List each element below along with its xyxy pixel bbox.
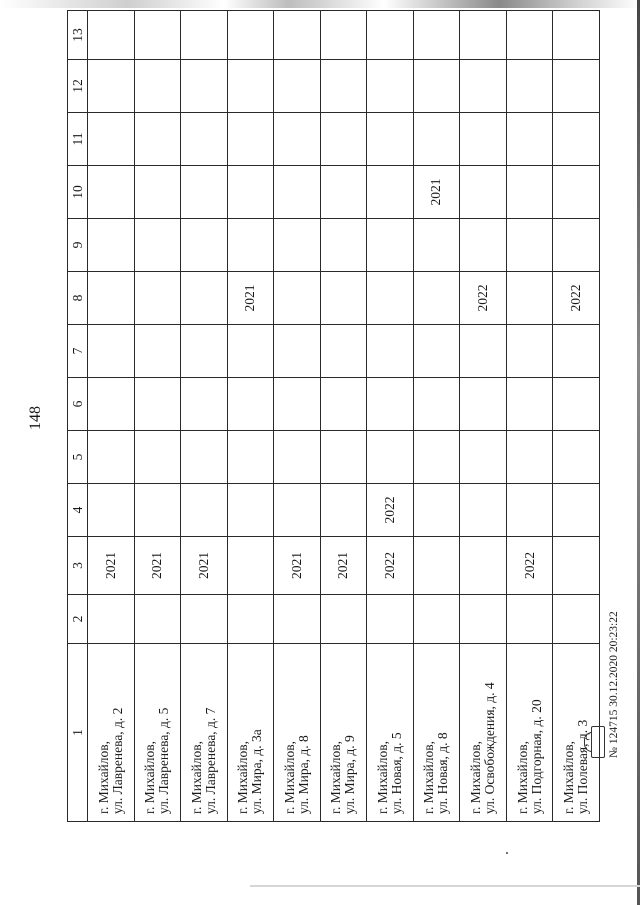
address-city: г. Михайлов, — [561, 740, 577, 814]
year-cell: 2021 — [413, 166, 460, 219]
address-street: ул. Мира, д. 9 — [342, 735, 358, 814]
year-cell — [134, 431, 181, 484]
year-cell — [274, 219, 321, 272]
year-cell — [460, 166, 507, 219]
page-number: 148 — [27, 406, 44, 430]
year-cell — [88, 595, 135, 644]
table-row — [88, 11, 135, 822]
year-cell — [367, 113, 414, 166]
address-cell — [88, 644, 135, 822]
address-city: г. Михайлов, — [468, 740, 484, 814]
column-header: 9 — [68, 219, 88, 272]
year-cell — [460, 537, 507, 595]
year-cell — [413, 11, 460, 60]
year-cell — [506, 325, 553, 378]
year-cell — [227, 325, 274, 378]
table-row — [181, 11, 228, 822]
address-city: г. Михайлов, — [142, 740, 158, 814]
address-cell — [181, 644, 228, 822]
year-cell — [553, 378, 600, 431]
column-header: 7 — [68, 325, 88, 378]
year-cell — [553, 219, 600, 272]
year-cell — [460, 11, 507, 60]
year-cell — [320, 60, 367, 113]
column-header: 2 — [68, 595, 88, 644]
year-cell — [227, 537, 274, 595]
year-cell — [274, 272, 321, 325]
year-cell — [320, 219, 367, 272]
year-cell: 2021 — [181, 537, 228, 595]
table-row — [553, 11, 600, 822]
address-street: ул. Новая, д. 5 — [388, 732, 404, 814]
column-header: 10 — [68, 166, 88, 219]
column-header: 1 — [68, 644, 88, 822]
year-cell — [413, 431, 460, 484]
address-street: ул. Мира, д. 3а — [249, 729, 265, 814]
address-city: г. Михайлов, — [281, 740, 297, 814]
year-cell — [506, 11, 553, 60]
year-cell — [506, 60, 553, 113]
year-cell — [227, 431, 274, 484]
address-street: ул. Подгорная, д. 20 — [528, 699, 544, 814]
column-header: 4 — [68, 484, 88, 537]
year-cell — [460, 484, 507, 537]
table-row — [413, 11, 460, 822]
year-cell — [320, 431, 367, 484]
year-cell — [506, 166, 553, 219]
year-cell — [553, 113, 600, 166]
year-cell — [88, 431, 135, 484]
year-cell — [413, 537, 460, 595]
year-cell: 2022 — [553, 272, 600, 325]
address-city: г. Михайлов, — [95, 740, 111, 814]
year-cell — [367, 60, 414, 113]
address-city: г. Михайлов, — [328, 740, 344, 814]
year-cell — [274, 113, 321, 166]
year-cell — [134, 60, 181, 113]
year-cell — [553, 484, 600, 537]
year-cell: 2022 — [460, 272, 507, 325]
year-cell — [413, 595, 460, 644]
year-cell — [181, 219, 228, 272]
year-cell — [553, 11, 600, 60]
year-cell — [413, 325, 460, 378]
year-cell — [460, 60, 507, 113]
year-cell — [274, 484, 321, 537]
year-cell — [274, 595, 321, 644]
address-cell — [320, 644, 367, 822]
year-cell — [367, 378, 414, 431]
year-cell — [274, 431, 321, 484]
year-cell — [88, 378, 135, 431]
year-cell: 2021 — [274, 537, 321, 595]
year-cell — [413, 272, 460, 325]
year-cell — [134, 166, 181, 219]
year-cell — [506, 378, 553, 431]
year-cell — [227, 113, 274, 166]
year-cell — [227, 219, 274, 272]
year-cell — [413, 60, 460, 113]
address-city: г. Михайлов, — [374, 740, 390, 814]
year-cell — [460, 113, 507, 166]
year-cell — [134, 378, 181, 431]
year-cell — [413, 219, 460, 272]
year-cell — [88, 166, 135, 219]
year-cell — [506, 595, 553, 644]
scan-edge-top — [0, 0, 640, 8]
year-cell — [134, 595, 181, 644]
year-cell — [227, 60, 274, 113]
year-cell — [274, 60, 321, 113]
year-cell — [274, 166, 321, 219]
column-header: 5 — [68, 431, 88, 484]
table-row — [274, 11, 321, 822]
address-street: ул. Лавренева, д. 2 — [109, 707, 125, 814]
column-header: 11 — [68, 113, 88, 166]
address-street: ул. Полевая, д. 3 — [575, 719, 591, 814]
year-cell — [88, 272, 135, 325]
year-cell: 2022 — [506, 537, 553, 595]
year-cell — [181, 272, 228, 325]
address-cell — [134, 644, 181, 822]
year-cell — [320, 595, 367, 644]
year-cell — [88, 11, 135, 60]
year-cell — [274, 378, 321, 431]
address-cell — [460, 644, 507, 822]
header-row — [68, 11, 88, 822]
signature-line: № 124715 30.12.2020 20:23:22 — [608, 611, 620, 758]
address-street: ул. Мира, д. 8 — [295, 735, 311, 814]
table-row — [134, 11, 181, 822]
year-cell — [506, 219, 553, 272]
year-cell — [134, 11, 181, 60]
year-cell — [553, 431, 600, 484]
year-cell — [506, 272, 553, 325]
year-cell — [181, 166, 228, 219]
year-cell: 2022 — [367, 537, 414, 595]
year-cell — [227, 11, 274, 60]
table-row — [506, 11, 553, 822]
year-cell — [88, 484, 135, 537]
year-cell — [134, 272, 181, 325]
year-cell — [320, 272, 367, 325]
year-cell — [320, 113, 367, 166]
year-cell — [320, 11, 367, 60]
year-cell — [367, 11, 414, 60]
year-cell — [181, 60, 228, 113]
table-row — [320, 11, 367, 822]
year-cell — [506, 431, 553, 484]
year-cell — [553, 166, 600, 219]
year-cell — [506, 113, 553, 166]
year-cell — [413, 484, 460, 537]
address-cell — [506, 644, 553, 822]
year-cell — [460, 595, 507, 644]
year-cell — [367, 272, 414, 325]
address-street: ул. Лавренева, д. 7 — [202, 707, 218, 814]
column-header: 13 — [68, 11, 88, 60]
column-header: 6 — [68, 378, 88, 431]
scan-edge-bottom — [250, 885, 640, 887]
year-cell — [367, 595, 414, 644]
address-cell — [227, 644, 274, 822]
year-cell — [134, 219, 181, 272]
column-header: 8 — [68, 272, 88, 325]
year-cell — [88, 113, 135, 166]
year-cell — [181, 431, 228, 484]
year-cell: 2021 — [88, 537, 135, 595]
table-body — [88, 11, 600, 822]
address-city: г. Михайлов, — [514, 740, 530, 814]
year-cell — [181, 484, 228, 537]
year-cell — [181, 595, 228, 644]
year-cell — [460, 378, 507, 431]
year-cell — [367, 431, 414, 484]
year-cell — [553, 325, 600, 378]
year-cell — [181, 325, 228, 378]
column-header: 12 — [68, 60, 88, 113]
address-street: ул. Новая, д. 8 — [435, 732, 451, 814]
year-cell — [181, 11, 228, 60]
table-row — [367, 11, 414, 822]
address-city: г. Михайлов, — [188, 740, 204, 814]
year-cell — [181, 113, 228, 166]
year-cell: 2021 — [320, 537, 367, 595]
year-cell — [367, 166, 414, 219]
year-cell — [320, 166, 367, 219]
year-cell — [274, 11, 321, 60]
address-street: ул. Лавренева, д. 5 — [156, 707, 172, 814]
year-cell — [274, 325, 321, 378]
year-cell — [460, 431, 507, 484]
schedule-table — [67, 10, 600, 822]
e-signature-stamp — [591, 726, 605, 758]
year-cell — [227, 595, 274, 644]
year-cell — [88, 219, 135, 272]
year-cell — [134, 113, 181, 166]
address-city: г. Михайлов, — [235, 740, 251, 814]
year-cell — [227, 484, 274, 537]
year-cell — [181, 378, 228, 431]
address-cell — [367, 644, 414, 822]
year-cell — [88, 60, 135, 113]
year-cell — [227, 166, 274, 219]
address-cell — [413, 644, 460, 822]
year-cell: 2021 — [134, 537, 181, 595]
year-cell — [367, 325, 414, 378]
year-cell — [413, 113, 460, 166]
year-cell — [367, 219, 414, 272]
year-cell — [320, 484, 367, 537]
year-cell — [227, 378, 274, 431]
address-street: ул. Освобождения, д. 4 — [482, 682, 498, 814]
year-cell — [320, 325, 367, 378]
year-cell — [88, 325, 135, 378]
column-header: 3 — [68, 537, 88, 595]
year-cell — [553, 60, 600, 113]
address-cell — [274, 644, 321, 822]
address-city: г. Михайлов, — [421, 740, 437, 814]
year-cell: 2022 — [367, 484, 414, 537]
document-page — [24, 28, 620, 870]
table-row — [460, 11, 507, 822]
year-cell — [553, 595, 600, 644]
year-cell — [460, 325, 507, 378]
year-cell — [553, 537, 600, 595]
year-cell — [320, 378, 367, 431]
year-cell — [134, 484, 181, 537]
table-row — [227, 11, 274, 822]
year-cell — [460, 219, 507, 272]
year-cell: 2021 — [227, 272, 274, 325]
year-cell — [413, 378, 460, 431]
year-cell — [134, 325, 181, 378]
year-cell — [506, 484, 553, 537]
